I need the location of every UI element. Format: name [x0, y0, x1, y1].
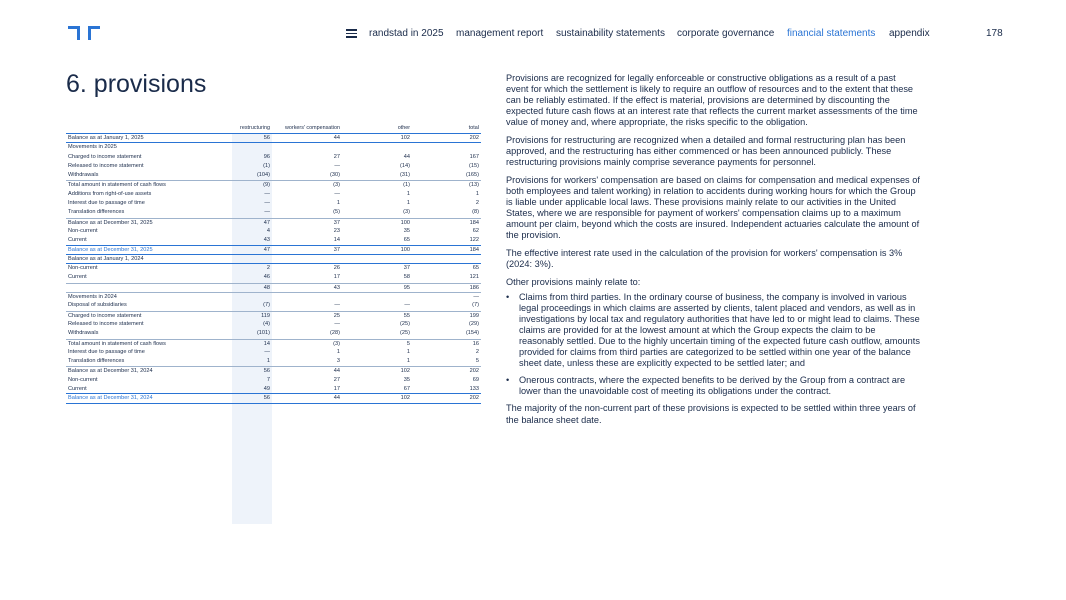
table-cell: 56 [263, 395, 270, 402]
table-cell: 184 [469, 219, 479, 226]
table-cell: 100 [400, 246, 410, 253]
list-item-text: Onerous contracts, where the expected benefits to be derived by the Group from a contract are lower than the unavoidable cost of meeting its obligations under the contract. [519, 375, 906, 397]
list-item-text: Claims from third parties. In the ordinary course of business, the company is involved in various legal proceedings in which claims are asserted by clients, talent placed and vendors, as well as in investigations by local tax and regulatory authorities that have led to or might lead to claims. These claims are provided for at the lowest amount at which the Group expects the claim to be reasonably settled. Due to the highly uncertain timing of the expected future cash outflow, amounts provided for claims from third parties are categorized to be settled within one year of the balance sheet date, unless these are explicitly expected to be settled later; and [519, 291, 920, 369]
row-label: Movements in 2024 [68, 294, 117, 301]
other-provisions-list [506, 292, 920, 398]
table-cell: — [264, 209, 270, 216]
table-cell: 5 [406, 340, 410, 347]
table-cell: 55 [403, 312, 410, 319]
row-label: Balance as at December 31, 2024 [68, 368, 153, 375]
table-cell: 7 [266, 376, 270, 383]
table-cell: (3) [333, 182, 340, 189]
row-label: Balance as at December 31, 2025 [68, 246, 153, 253]
table-cell: (14) [400, 162, 410, 169]
table-cell: 47 [263, 219, 270, 226]
table-cell: 67 [403, 386, 410, 393]
table-cell: (31) [400, 172, 410, 179]
table-cell: 43 [333, 284, 340, 291]
table-row [66, 348, 481, 357]
row-label: Charged to income statement [68, 312, 142, 319]
table-row [66, 190, 481, 199]
table-cell: — [334, 190, 340, 197]
row-label: Interest due to passage of time [68, 200, 145, 207]
table-cell: 4 [266, 227, 270, 234]
row-label: Additions from right-of-use assets [68, 190, 152, 197]
table-cell: 2 [475, 200, 479, 207]
table-row [66, 218, 481, 227]
table-cell: 1 [266, 358, 270, 365]
table-row [66, 236, 481, 245]
table-body [66, 134, 481, 404]
table-cell: (15) [469, 162, 479, 169]
list-item [506, 375, 920, 397]
row-label: Withdrawals [68, 330, 99, 337]
table-cell: — [473, 294, 479, 301]
table-row [66, 199, 481, 208]
table-cell: (1) [403, 182, 410, 189]
table-cell: 44 [333, 395, 340, 402]
table-cell: 167 [469, 153, 479, 160]
table-cell: 100 [400, 219, 410, 226]
table-cell: (9) [263, 182, 270, 189]
table-cell: 1 [336, 200, 340, 207]
table-cell: — [404, 302, 410, 309]
row-label: Non-current [68, 265, 98, 272]
page-title: 6. provisions [66, 70, 207, 98]
table-cell: — [334, 320, 340, 327]
paragraph-interest-rate: The effective interest rate used in the calculation of the provision for workers' compensation is 3% (2024: 3%). [506, 247, 903, 269]
table-cell: 202 [469, 395, 479, 402]
row-label: Interest due to passage of time [68, 348, 145, 355]
table-cell: (30) [330, 172, 340, 179]
table-cell: 184 [469, 246, 479, 253]
row-label: Movements in 2025 [68, 144, 117, 151]
table-row [66, 357, 481, 366]
table-cell: 48 [263, 284, 270, 291]
randstad-logo[interactable] [67, 25, 101, 41]
paragraph-other-provisions: Other provisions mainly relate to: [506, 276, 641, 287]
table-cell: 27 [333, 153, 340, 160]
table-cell: 1 [475, 190, 479, 197]
table-cell: (7) [472, 302, 479, 309]
table-row [66, 208, 481, 217]
row-label: Withdrawals [68, 172, 99, 179]
table-cell: 49 [263, 386, 270, 393]
bullet-icon: • [506, 291, 510, 302]
header-other: other [397, 124, 410, 131]
table-cell: 14 [263, 340, 270, 347]
table-cell: (165) [465, 172, 479, 179]
table-cell: (13) [469, 182, 479, 189]
table-cell: 102 [400, 368, 410, 375]
row-label: Current [68, 237, 87, 244]
table-row [66, 171, 481, 180]
table-cell: (25) [400, 320, 410, 327]
nav-sustainability-statements[interactable]: sustainability statements [556, 28, 665, 39]
table-cell: 2 [475, 348, 479, 355]
table-cell: (4) [263, 320, 270, 327]
table-cell: (8) [472, 209, 479, 216]
table-cell: 199 [469, 312, 479, 319]
row-label: Balance as at January 1, 2025 [68, 135, 144, 141]
table-cell: (7) [263, 302, 270, 309]
table-cell: 102 [400, 395, 410, 402]
table-cell: 35 [403, 227, 410, 234]
nav-management-report[interactable]: management report [456, 28, 544, 39]
table-row [66, 264, 481, 273]
table-cell: 56 [263, 135, 270, 141]
row-label: Total amount in statement of cash flows [68, 182, 166, 189]
paragraph-intro: Provisions are recognized for legally enforceable or constructive obligations as a result of a past event for which the settlement is likely to require an outflow of resources and to the extent that these can be reliably estimated. If the effect is material, provisions are determined by discounting the expected future cash flows at an interest rate that reflects the current market assessments of the time value of money and, where appropriate, the risks specific to the obligation. [506, 73, 918, 128]
table-row [66, 376, 481, 385]
table-row [66, 227, 481, 236]
table-cell: 46 [263, 274, 270, 281]
row-label: Non-current [68, 227, 98, 234]
row-label: Non-current [68, 376, 98, 383]
table-row [66, 320, 481, 329]
table-cell: 37 [333, 219, 340, 226]
table-cell: 14 [333, 237, 340, 244]
row-label: Disposal of subsidiaries [68, 302, 127, 309]
row-label: Translation differences [68, 358, 125, 365]
table-cell: 47 [263, 246, 270, 253]
table-row [66, 366, 481, 375]
table-row [66, 255, 481, 264]
table-cell: (5) [333, 209, 340, 216]
table-cell: 16 [472, 340, 479, 347]
row-label: Balance as at December 31, 2025 [68, 219, 153, 226]
table-cell: (104) [256, 172, 270, 179]
table-row [66, 180, 481, 189]
table-cell: 58 [403, 274, 410, 281]
table-cell: — [264, 190, 270, 197]
table-cell: 25 [333, 312, 340, 319]
table-cell: — [264, 200, 270, 207]
table-cell: (1) [263, 162, 270, 169]
table-cell: 1 [406, 358, 410, 365]
table-row [66, 339, 481, 348]
table-cell: 122 [469, 237, 479, 244]
body-text [506, 73, 920, 432]
list-item [506, 292, 920, 370]
table-cell: 1 [336, 348, 340, 355]
table-cell: 202 [469, 368, 479, 375]
table-cell: 65 [472, 265, 479, 272]
table-cell: 17 [333, 386, 340, 393]
table-cell: 1 [406, 200, 410, 207]
row-label: Charged to income statement [68, 153, 142, 160]
table-row [66, 143, 481, 152]
row-label: Translation differences [68, 209, 125, 216]
table-cell: 35 [403, 376, 410, 383]
table-cell: 62 [472, 227, 479, 234]
hamburger-menu-icon[interactable] [346, 29, 357, 38]
table-cell: 3 [336, 358, 340, 365]
table-cell: 44 [333, 135, 340, 141]
table-cell: 5 [475, 358, 479, 365]
table-cell: (29) [469, 320, 479, 327]
table-cell: — [264, 348, 270, 355]
table-cell: 27 [333, 376, 340, 383]
table-cell: 1 [406, 348, 410, 355]
table-cell: 65 [403, 237, 410, 244]
header-workers-compensation: workers' compensation [285, 124, 340, 131]
table-cell: 43 [263, 237, 270, 244]
table-cell: 56 [263, 368, 270, 375]
table-cell: 37 [403, 265, 410, 272]
table-cell: 121 [469, 274, 479, 281]
nav-corporate-governance[interactable]: corporate governance [677, 28, 775, 39]
table-cell: 1 [406, 190, 410, 197]
table-cell: 44 [333, 368, 340, 375]
bullet-icon: • [506, 375, 510, 386]
page-number: 178 [986, 28, 1003, 39]
table-row [66, 162, 481, 171]
row-label: Released to income statement [68, 162, 144, 169]
table-cell: 186 [469, 284, 479, 291]
row-label: Current [68, 386, 87, 393]
table-row [66, 385, 481, 394]
row-label: Balance as at January 1, 2024 [68, 255, 144, 262]
table-row [66, 246, 481, 255]
table-row [66, 394, 481, 403]
paragraph-non-current: The majority of the non-current part of these provisions is expected to be settled within three years of the balance sheet date. [506, 403, 916, 425]
table-cell: 119 [261, 312, 270, 319]
table-header [66, 116, 481, 134]
table-cell: — [334, 302, 340, 309]
table-cell: (25) [400, 330, 410, 337]
table-row [66, 301, 481, 310]
table-row [66, 153, 481, 162]
table-row [66, 311, 481, 320]
table-cell: (28) [330, 330, 340, 337]
header-total: total [468, 124, 479, 131]
table-cell: 2 [266, 265, 270, 272]
table-row [66, 283, 481, 292]
row-label: Total amount in statement of cash flows [68, 340, 166, 347]
table-cell: 133 [469, 386, 479, 393]
table-cell: 23 [333, 227, 340, 234]
table-cell: 96 [263, 153, 270, 160]
row-label: Current [68, 274, 87, 281]
provisions-table [66, 116, 481, 404]
table-row [66, 329, 481, 338]
table-cell: 69 [472, 376, 479, 383]
nav-randstad-in-2025[interactable]: randstad in 2025 [369, 28, 444, 39]
table-row [66, 273, 481, 282]
table-cell: 17 [333, 274, 340, 281]
nav-financial-statements[interactable]: financial statements [787, 28, 876, 39]
table-row [66, 292, 481, 301]
table-row [66, 134, 481, 143]
table-cell: 26 [333, 265, 340, 272]
table-cell: (3) [403, 209, 410, 216]
paragraph-workers-compensation: Provisions for workers' compensation are based on claims for compensation and medical expenses of both employees and talent working) in relation to accidents during working hours for which the Group is liable under applicable local laws. These provisions mainly relate to our activities in the United States, where we are responsible for payment of workers' compensation claims up to a maximum amount per claim, beyond which the costs are insured. Independent actuaries calculate the amount of the provision. [506, 174, 920, 241]
row-label: Balance as at December 31, 2024 [68, 395, 153, 402]
paragraph-restructuring: Provisions for restructuring are recognized when a detailed and formal restructuring plan has been approved, and the restructuring has either commenced or has been announced publicly. These restructuring provisions mainly comprise severance payments for personnel. [506, 134, 906, 168]
table-cell: (3) [333, 340, 340, 347]
table-cell: (101) [256, 330, 270, 337]
table-cell: 102 [400, 135, 410, 141]
nav-appendix[interactable]: appendix [889, 28, 930, 39]
table-cell: 95 [403, 284, 410, 291]
table-cell: 202 [469, 135, 479, 141]
row-label: Released to income statement [68, 320, 144, 327]
table-cell: 44 [403, 153, 410, 160]
header-restructuring: restructuring [240, 124, 270, 131]
table-cell: — [334, 162, 340, 169]
table-cell: 37 [333, 246, 340, 253]
table-cell: (154) [465, 330, 479, 337]
